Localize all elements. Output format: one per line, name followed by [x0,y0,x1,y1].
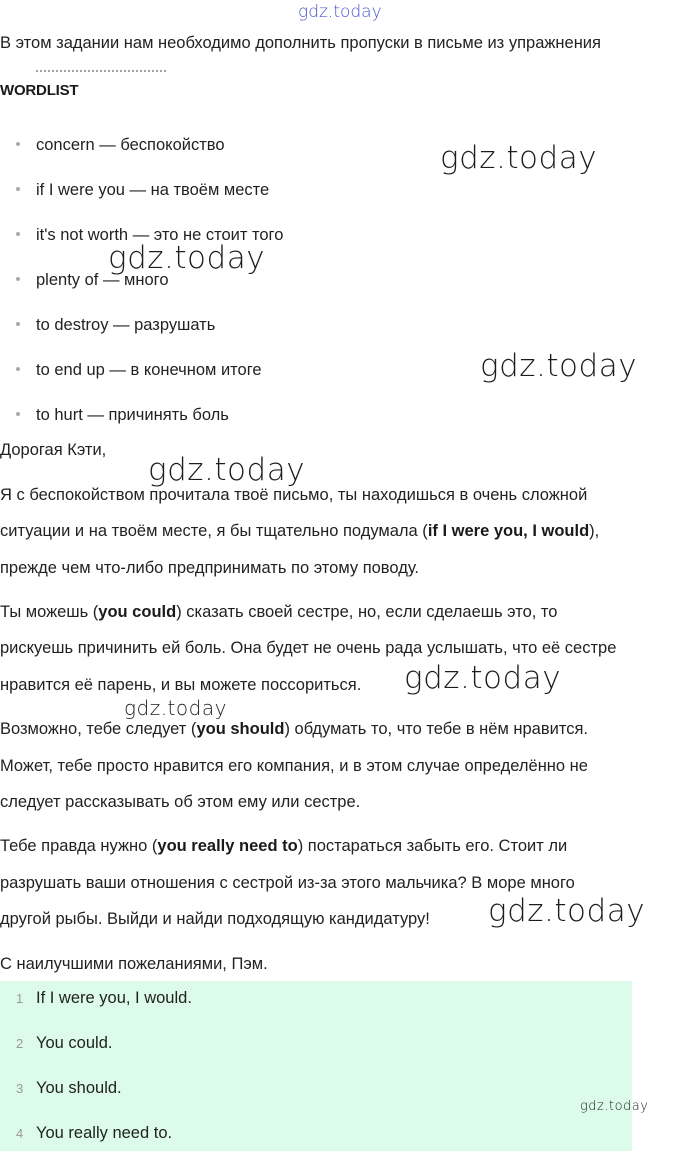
answer-highlight: you should [196,720,285,738]
watermark: gdz.today [148,452,306,488]
wordlist-item: to hurt — причинять боль [16,406,229,425]
answer-item [16,1124,172,1143]
answer-highlight: you really need to [157,837,298,855]
bullet-icon [16,142,20,146]
watermark: gdz.today [108,240,266,276]
answer-number: 2 [16,1036,24,1051]
letter-line: нравится её парень, и вы можете поссориться. [0,676,362,694]
wordlist-item: plenty of — много [16,271,169,290]
letter-line: разрушать ваши отношения с сестрой из-за этого мальчика? В море много [0,874,575,892]
answer-highlight: if I were you, I would [427,522,590,540]
wordlist-item: to end up — в конечном итоге [16,361,262,380]
answer-item [16,1034,112,1053]
letter-closing: С наилучшими пожеланиями, Пэм. [0,955,268,973]
letter-line: рискуешь причинить ей боль. Она будет не очень рада услышать, что её сестре [0,639,617,657]
wordlist-item: concern — беспокойство [16,136,225,155]
wordlist-heading: WORDLIST [0,82,79,99]
watermark-small: gdz.today [580,1099,649,1114]
bullet-icon [16,412,20,416]
watermark-top: gdz.today [298,2,382,22]
letter-line: Возможно, тебе следует (you should) обдумать то, что тебе в нём нравится. [0,720,588,738]
bullet-icon [16,322,20,326]
letter-line: следует рассказывать об этом ему или сестре. [0,793,361,811]
answer-item [16,989,192,1008]
answer-item [16,1079,122,1098]
intro-text: В этом задании нам необходимо дополнить пропуски в письме из упражнения [0,34,601,52]
answer-number: 1 [16,991,24,1006]
letter-line: ситуации и на твоём месте, я бы тщательно подумала (if I were you, I would), [0,522,600,540]
wordlist-item: if I were you — на твоём месте [16,181,269,200]
answer-text: You could. [36,1034,113,1052]
bullet-icon [16,232,20,236]
answer-highlight: you could [98,603,177,621]
letter-line: Тебе правда нужно (you really need to) постараться забыть его. Стоит ли [0,837,568,855]
bullet-icon [16,277,20,281]
cropped-line [36,70,166,74]
answer-number: 4 [16,1126,24,1141]
watermark: gdz.today [480,348,638,384]
letter-line: другой рыбы. Выйди и найди подходящую кандидатуру! [0,910,430,928]
letter-line: Я с беспокойством прочитала твоё письмо, ты находишься в очень сложной [0,486,588,504]
letter-line: прежде чем что-либо предпринимать по этому поводу. [0,559,420,577]
watermark: gdz.today [440,140,598,176]
letter-greeting: Дорогая Кэти, [0,441,107,459]
watermark: gdz.today [404,660,562,696]
bullet-icon [16,367,20,371]
watermark: gdz.today [488,893,646,929]
letter-line: Может, тебе просто нравится его компания, и в этом случае определённо не [0,757,588,775]
answers-box [0,981,649,1151]
answer-number: 3 [16,1081,24,1096]
wordlist-item: to destroy — разрушать [16,316,215,335]
answer-text: If I were you, I would. [36,989,192,1007]
wordlist-item: it's not worth — это не стоит того [16,226,283,245]
letter-line: Ты можешь (you could) сказать своей сестре, но, если сделаешь это, то [0,603,558,621]
answer-text: You should. [36,1079,122,1097]
bullet-icon [16,187,20,191]
watermark: gdz.today [124,696,227,720]
answer-text: You really need to. [36,1124,173,1142]
